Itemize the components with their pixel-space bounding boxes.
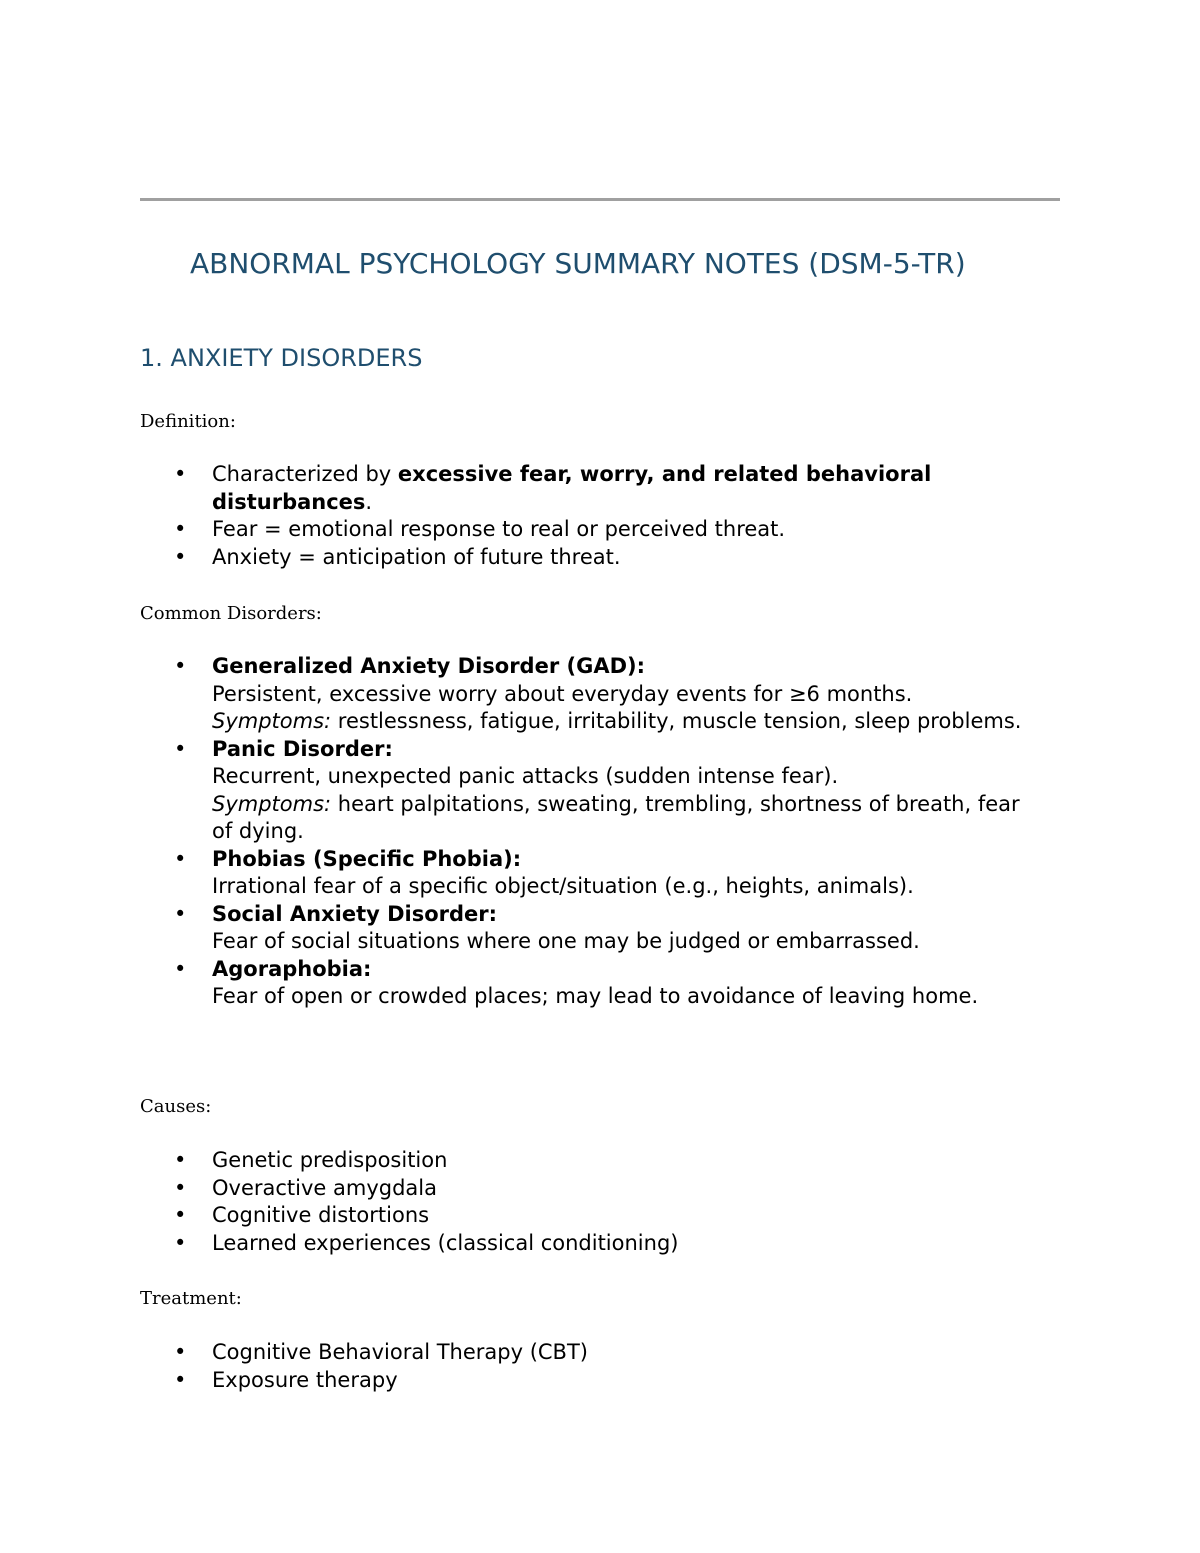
common-disorders-list (140, 653, 1040, 1011)
disorder-name: • Social Anxiety Disorder: (212, 901, 498, 926)
causes-list (140, 1147, 1040, 1257)
section-heading: 1. ANXIETY DISORDERS (140, 344, 423, 372)
list-item (140, 653, 1040, 736)
list-item: • Exposure therapy (140, 1367, 1040, 1395)
definition-label: Definition: (140, 411, 236, 432)
disorder-name: • Phobias (Specific Phobia): (212, 846, 522, 871)
causes-label: Causes: (140, 1096, 212, 1117)
disorder-name: • Panic Disorder: (212, 736, 393, 761)
disorder-description: Persistent, excessive worry about everyday events for ≥6 months. (212, 681, 913, 706)
list-item (140, 956, 1040, 1011)
list-item (140, 736, 1040, 846)
treatment-list (140, 1339, 1040, 1394)
disorder-description: Irrational fear of a specific object/situation (e.g., heights, animals). (212, 874, 914, 898)
document-title: ABNORMAL PSYCHOLOGY SUMMARY NOTES (DSM-5-TR) (190, 247, 966, 280)
horizontal-rule (140, 198, 1060, 201)
list-item: • Anxiety = anticipation of future threat. (140, 544, 1040, 572)
list-item: • Overactive amygdala (140, 1175, 1040, 1203)
list-item: • Characterized by excessive fear, worry, and related behavioral disturbances. (140, 461, 1040, 516)
list-item: • Cognitive Behavioral Therapy (CBT) (140, 1339, 1040, 1367)
definition-list (140, 461, 1040, 571)
disorder-description: Recurrent, unexpected panic attacks (sudden intense fear). (212, 764, 839, 788)
list-item (140, 846, 1040, 901)
list-item: • Learned experiences (classical conditioning) (140, 1230, 1040, 1258)
treatment-label: Treatment: (140, 1288, 242, 1309)
list-item: • Genetic predisposition (140, 1147, 1040, 1175)
disorder-symptoms: Symptoms: heart palpitations, sweating, trembling, shortness of breath, fear of dying. (212, 791, 1020, 843)
disorder-name: • Generalized Anxiety Disorder (GAD): (212, 654, 646, 678)
disorder-description: Fear of open or crowded places; may lead to avoidance of leaving home. (212, 984, 979, 1008)
disorder-name: • Agoraphobia: (212, 956, 372, 981)
list-item (140, 901, 1040, 956)
list-item: • Cognitive distortions (140, 1202, 1040, 1230)
list-item: • Fear = emotional response to real or perceived threat. (140, 516, 1040, 544)
common-disorders-label: Common Disorders: (140, 603, 322, 624)
disorder-symptoms: Symptoms: restlessness, fatigue, irritability, muscle tension, sleep problems. (212, 709, 1022, 733)
disorder-description: Fear of social situations where one may be judged or embarrassed. (212, 929, 920, 953)
